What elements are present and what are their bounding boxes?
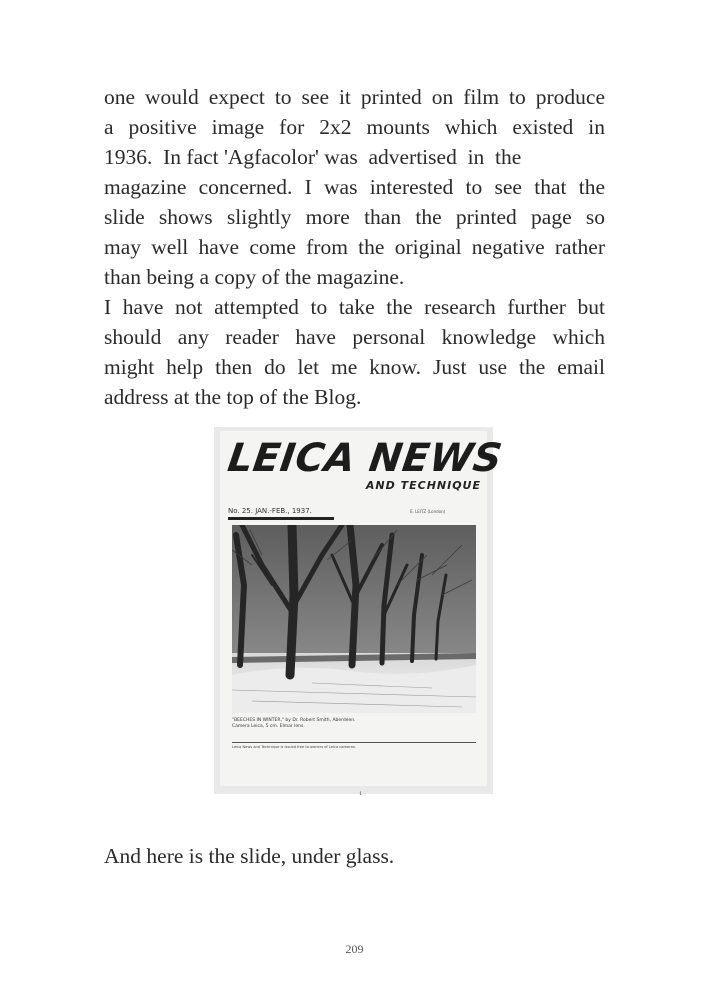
- paragraph-2-line: should any reader have personal knowledge which: [104, 325, 605, 349]
- winter-trees-photo: [232, 525, 476, 713]
- paragraph-1-line: magazine concerned. I was interested to see that the: [104, 175, 605, 199]
- paragraph-2-line: address at the top of the Blog.: [104, 385, 362, 409]
- winter-photo-graphic: [232, 525, 476, 713]
- magazine-page: [220, 431, 506, 797]
- paragraph-2-line: might help then do let me know. Just use the email: [104, 355, 605, 379]
- paragraph-1-line: may well have come from the original negative rather: [104, 235, 605, 259]
- caption-line: "BEECHES IN WINTER," by Dr. Robert Smith, Aberdeen.: [232, 718, 356, 723]
- paragraph-1-line: a positive image for 2x2 mounts which existed in: [104, 115, 605, 139]
- magazine-title: LEICA NEWS: [224, 436, 506, 481]
- issue-rule: [228, 517, 334, 520]
- caption-line: Camera Leica, 5 cm. Elmar lens.: [232, 724, 305, 729]
- magazine-page-number: 1: [359, 791, 363, 797]
- magazine-subtitle: AND TECHNIQUE: [365, 479, 481, 492]
- paragraph-2: [104, 292, 605, 412]
- caption-rule: [232, 742, 476, 743]
- paragraph-1-line: slide shows slightly more than the printed page so: [104, 205, 605, 229]
- paragraph-1-line: than being a copy of the magazine.: [104, 265, 405, 289]
- paragraph-1-line: 1936. In fact 'Agfacolor' was advertised in the: [104, 145, 522, 169]
- paragraph-1-line: one would expect to see it printed on film to produce: [104, 85, 605, 109]
- magazine-publisher-line: E. LEITZ (London): [410, 509, 446, 514]
- magazine-footer-text: Leica News and Technique is issued free to owners of Leica cameras.: [232, 745, 356, 749]
- paragraph-1: [104, 82, 605, 292]
- paragraph-2-line: I have not attempted to take the research further but: [104, 295, 605, 319]
- page-number: 209: [345, 942, 364, 956]
- photo-caption: [232, 718, 476, 730]
- magazine-cover-figure: [214, 427, 506, 797]
- closing-sentence: And here is the slide, under glass.: [104, 844, 395, 868]
- magazine-issue-line: No. 25. JAN.-FEB., 1937.: [228, 507, 312, 515]
